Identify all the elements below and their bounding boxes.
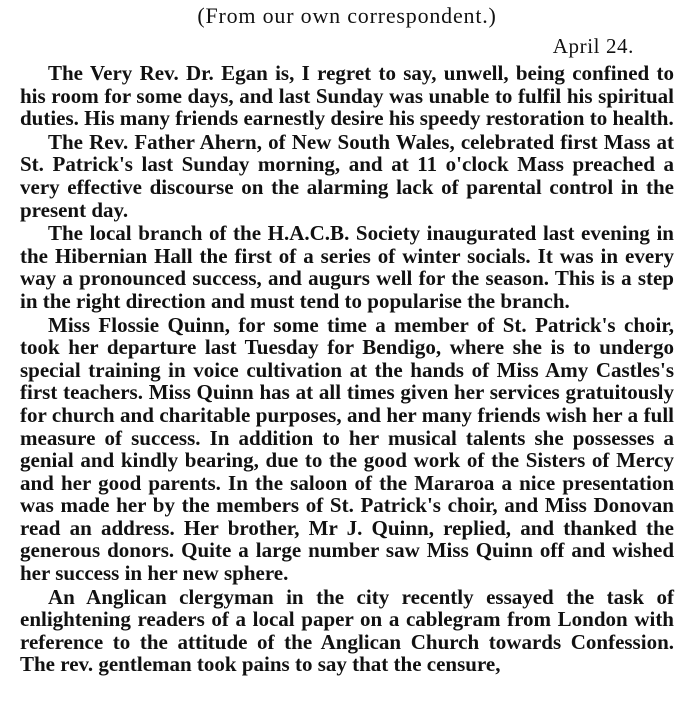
paragraph-hacb-society: The local branch of the H.A.C.B. Society inaugurated last evening in the Hibernian Hall the first of a series of winter socials. It was in every way a pronounced success, and augurs well for the season. This is a step in the right direction and must tend to popularise the branch. <box>20 221 674 313</box>
paragraph-dr-egan: The Very Rev. Dr. Egan is, I regret to say, unwell, being confined to his room for some days, and last Sunday was unable to fulfil his spiritual duties. His many friends earnestly desire his speedy restoration to health. <box>20 61 674 131</box>
dateline: April 24. <box>552 34 634 58</box>
byline: (From our own correspondent.) <box>197 3 497 28</box>
paragraph-anglican-clergyman: An Anglican clergyman in the city recently essayed the task of enlightening readers of a local paper on a cablegram from London with reference to the attitude of the Anglican Church towards Confession. The rev. gentleman took pains to say that the censure, <box>20 584 674 677</box>
paragraph-father-ahern: The Rev. Father Ahern, of New South Wales, celebrated first Mass at St. Patrick's last Sunday morning, and at 11 o'clock Mass preached a very effective discourse on the alarming lack of parental control in the present day. <box>20 129 674 222</box>
paragraph-flossie-quinn: Miss Flossie Quinn, for some time a member of St. Patrick's choir, took her departure last Tuesday for Bendigo, where she is to undergo special training in voice cultivation at the hands of Miss Amy Castles's first teachers. Miss Quinn has at all times given her services gratuitously for church and charitable purposes, and her many friends wish her a full measure of success. In addition to her musical talents she possesses a genial and kindly bearing, due to the good work of the Sisters of Mercy and her good parents. In the saloon of the Mararoa a nice presentation was made her by the members of St. Patrick's choir, and Miss Donovan read an address. Her brother, Mr J. Quinn, replied, and thanked the generous donors. Quite a large number saw Miss Quinn off and wished her success in her new sphere. <box>20 312 674 586</box>
